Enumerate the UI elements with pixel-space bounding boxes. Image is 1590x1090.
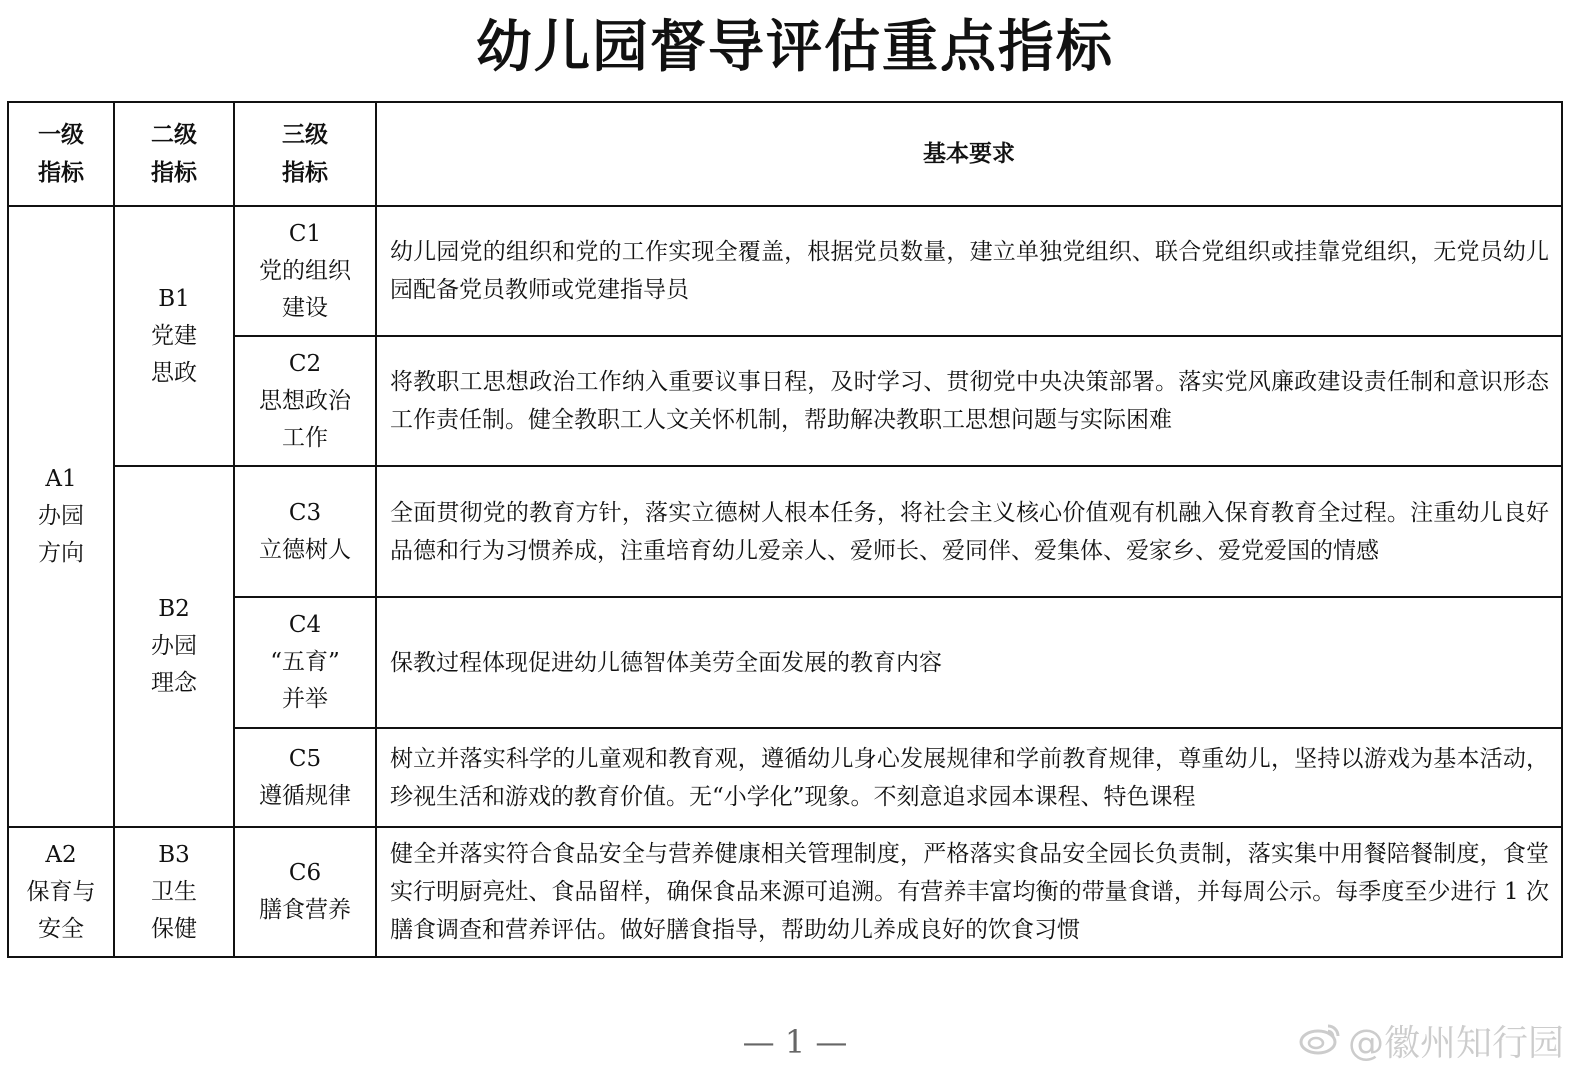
a1-code: A1 — [45, 466, 77, 492]
b1-label-line1: 党建 — [151, 322, 197, 349]
c2-label-line2: 工作 — [282, 424, 328, 451]
table-row-c6 — [8, 827, 1562, 957]
watermark-text: @徽州知行园 — [1347, 1022, 1564, 1064]
c6-code: C6 — [288, 860, 322, 886]
c4-label-line2: 并举 — [282, 686, 328, 712]
header-level3-line1: 三级 — [282, 122, 328, 148]
cell-c2 — [234, 336, 376, 466]
c4-code: C4 — [288, 612, 322, 638]
c3-code: C3 — [288, 499, 322, 526]
cell-a1 — [8, 206, 114, 827]
cell-c6 — [234, 827, 376, 957]
header-level3 — [234, 102, 376, 206]
cell-a2 — [8, 827, 114, 957]
page-number: — 1 — — [742, 1023, 848, 1061]
header-level2-line1: 二级 — [151, 122, 197, 148]
b1-code: B1 — [158, 285, 190, 312]
b2-label-line1: 办园 — [151, 633, 197, 659]
header-level1-line2: 指标 — [38, 160, 84, 186]
b1-label-line2: 思政 — [151, 359, 197, 386]
b3-label-line2: 保健 — [151, 915, 197, 942]
header-level3-line2: 指标 — [282, 160, 328, 186]
cell-b2 — [114, 466, 234, 827]
b3-code: B3 — [158, 841, 190, 868]
header-requirement: 基本要求 — [376, 102, 1562, 206]
requirement-c2: 将教职工思想政治工作纳入重要议事日程，及时学习、贯彻党中央决策部署。落实党风廉政建设责任制和意识形态工作责任制。健全教职工人文关怀机制，帮助解决教职工思想问题与实际困难 — [376, 336, 1562, 466]
b2-code: B2 — [158, 596, 190, 622]
a1-label-line2: 方向 — [38, 540, 84, 566]
a2-label-line2: 安全 — [38, 915, 84, 942]
cell-c5 — [234, 728, 376, 827]
c3-label-line1: 立德树人 — [259, 536, 351, 563]
requirement-c4: 保教过程体现促进幼儿德智体美劳全面发展的教育内容 — [376, 597, 1562, 728]
table-row-c5 — [8, 728, 1562, 827]
c2-code: C2 — [288, 350, 322, 377]
c6-label-line1: 膳食营养 — [259, 897, 351, 923]
header-level1 — [8, 102, 114, 206]
c1-label-line2: 建设 — [282, 294, 328, 321]
b3-label-line1: 卫生 — [151, 878, 197, 905]
c1-code: C1 — [288, 220, 322, 247]
cell-b3 — [114, 827, 234, 957]
cell-b1 — [114, 206, 234, 466]
cell-c4 — [234, 597, 376, 728]
page-title: 幼儿园督导评估重点指标 — [476, 15, 1114, 80]
header-level2 — [114, 102, 234, 206]
a2-label-line1: 保育与 — [26, 878, 96, 905]
requirement-c3: 全面贯彻党的教育方针，落实立德树人根本任务，将社会主义核心价值观有机融入保育教育全过程。注重幼儿良好品德和行为习惯养成，注重培育幼儿爱亲人、爱师长、爱同伴、爱集体、爱家乡、爱党爱国的情感 — [376, 466, 1562, 597]
table-row-c4 — [8, 597, 1562, 728]
header-row — [8, 102, 1562, 206]
table-row-c3 — [8, 466, 1562, 597]
watermark — [1298, 1020, 1564, 1067]
requirement-c1: 幼儿园党的组织和党的工作实现全覆盖，根据党员数量，建立单独党组织、联合党组织或挂靠党组织，无党员幼儿园配备党员教师或党建指导员 — [376, 206, 1562, 336]
cell-c3 — [234, 466, 376, 597]
table-row-c2 — [8, 336, 1562, 466]
c1-label-line1: 党的组织 — [259, 257, 351, 284]
c5-code: C5 — [288, 745, 322, 772]
header-level1-line1: 一级 — [38, 122, 84, 148]
table-row-c1 — [8, 206, 1562, 336]
a2-code: A2 — [45, 841, 77, 868]
a1-label-line1: 办园 — [38, 503, 84, 529]
requirement-c5: 树立并落实科学的儿童观和教育观，遵循幼儿身心发展规律和学前教育规律，尊重幼儿，坚持以游戏为基本活动，珍视生活和游戏的教育价值。无“小学化”现象。不刻意追求园本课程、特色课程 — [376, 728, 1562, 827]
b2-label-line2: 理念 — [151, 670, 197, 696]
header-level2-line2: 指标 — [151, 160, 197, 186]
weibo-icon — [1298, 1020, 1348, 1067]
c4-label-line1: “五育” — [270, 649, 340, 675]
indicator-table — [7, 101, 1563, 958]
requirement-c6: 健全并落实符合食品安全与营养健康相关管理制度，严格落实食品安全园长负责制，落实集中用餐陪餐制度，食堂实行明厨亮灶、食品留样，确保食品来源可追溯。有营养丰富均衡的带量食谱，并每周公示。每季度至少进行 1 次膳食调查和营养评估。做好膳食指导，帮助幼儿养成良好的饮食习惯 — [376, 827, 1562, 957]
c2-label-line1: 思想政治 — [259, 387, 351, 414]
cell-c1 — [234, 206, 376, 336]
c5-label-line1: 遵循规律 — [259, 782, 351, 809]
